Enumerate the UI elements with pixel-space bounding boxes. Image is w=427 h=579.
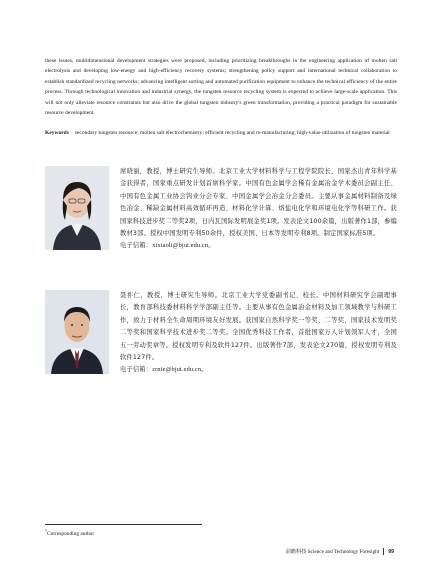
- keywords-text: secondary tungsten resource; molten salt electrochemistry; efficient recycling and re-manufacturing; high-value utilization of tungsten material: [74, 130, 390, 136]
- footnote-mark: †: [45, 528, 47, 533]
- author-bio-text-2: 聂祚仁，教授，博士研究生导师。北京工业大学党委副书记、校长。中国材料研究学会副理事长，教育部科技委材料科学学部副主任等。主要从事有色金属冶金材料及加工领域教学与科研工作，致力于材料全生命周期环境友好发展。获国家自然科学奖一等奖、二等奖，国家技术发明奖二等奖和国家科学技术进步奖二等奖。全国优秀科技工作者，首批国家万人计划领军人才，全国五一劳动奖章等。授权发明专利及软件127件。出版著作7部，发表论文270篇，授权发明专利及软件127件。: [120, 292, 397, 362]
- keywords-label: Keywords: [45, 130, 69, 136]
- abstract-text: these issues, multidimensional development strategies were proposed, including prioritizing breakthroughs in the engineering application of molten salt electrolysis and developing low-energy and high-efficiency recovery systems; strengthening policy support and international technical collaboration to establish standardized recycling networks; advancing intelligent sorting and automated purification equipment to enhance the technical efficiency of the entire process. Through technological innovation and industrial synergy, the tungsten resource recycling system is expected to achieve large-scale application. This will not only alleviate resource constraints but also drive the global tungsten industry's green transformation, providing a practical paradigm for sustainable resource development.: [45, 58, 397, 117]
- author-email-line-2: 电子信箱：zrnie@bjut.edu.cn。: [120, 366, 208, 374]
- keywords: [45, 129, 397, 138]
- author-photo-1: [45, 166, 109, 250]
- author-bio-text-1: 席晓丽，教授，博士研究生导师。北京工业大学材料科学与工程学院院长，国家杰出青年科学基金获得者，国家重点研发计划首席科学家。中国有色金属学会稀有金属冶金学术委员会副主任、中国有色金属工业协会钨业分会专家、中国金属学会冶金分会委员。主要从事金属材料制备及绿色冶金、稀缺金属材料高效循环再造、材料化学计算、熔盐电化学和环境电化学等科研工作。获国家科技进步奖二等奖2项，日内瓦国际发明展金奖1项。发表论文100余篇，出版著作1部，参编教材3部。授权中国发明专利50余件，授权美国、日本等发明专利8项。制定国家标准5项。: [120, 168, 397, 238]
- page-footer: [286, 548, 394, 555]
- author-email-link-1[interactable]: xixiaoli@bjut.edu.cn: [152, 242, 209, 250]
- author-email-line-1: 电子信箱：xixiaoli@bjut.edu.cn。: [120, 242, 215, 250]
- footnote-divider: [45, 524, 202, 525]
- journal-name: 前瞻科技 Science and Technology Foresight: [285, 549, 380, 555]
- author-email-link-2[interactable]: zrnie@bjut.edu.cn: [152, 366, 202, 374]
- footnote: [45, 528, 94, 537]
- footer-divider: [383, 548, 384, 555]
- footnote-text: Corresponding author: [47, 530, 95, 537]
- author-photo-2: [45, 290, 109, 374]
- email-label-1: 电子信箱：: [120, 242, 153, 250]
- email-label-2: 电子信箱：: [120, 366, 153, 374]
- page-number: 99: [388, 548, 394, 555]
